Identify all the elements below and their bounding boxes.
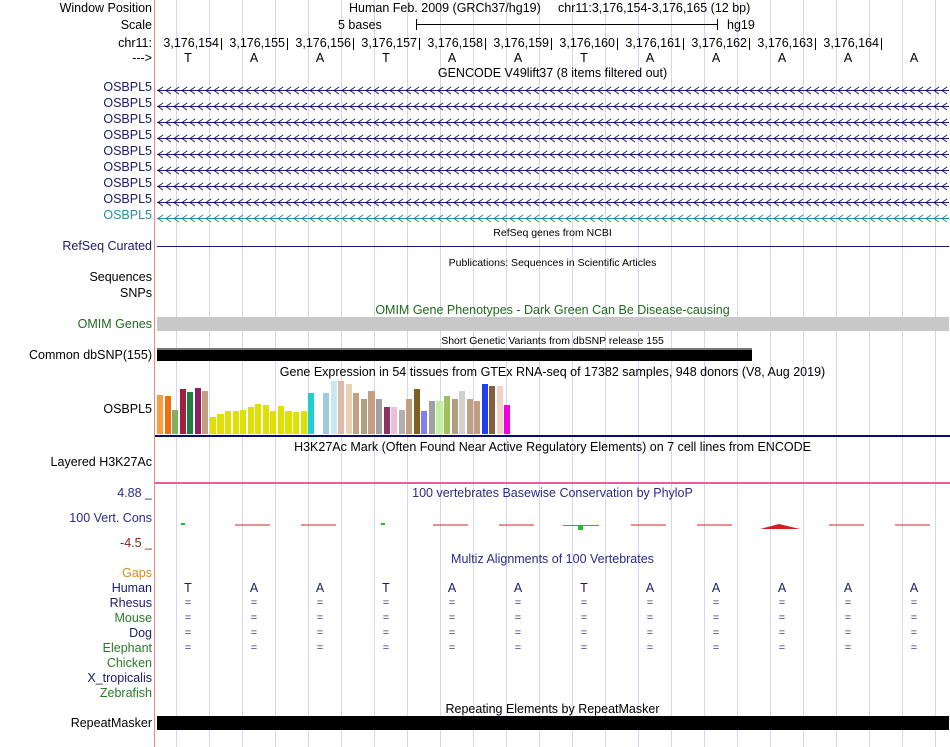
gtex-tissue-bar[interactable] bbox=[482, 384, 488, 434]
multiz-species-label[interactable]: Mouse bbox=[114, 611, 152, 625]
gtex-tissue-bar[interactable] bbox=[346, 384, 352, 434]
ruler-tick-label[interactable]: 3,176,157 bbox=[361, 36, 417, 50]
multiz-match-mark: = bbox=[580, 612, 588, 624]
publications-snps-label[interactable]: SNPs bbox=[120, 286, 152, 300]
gencode-gene-label[interactable]: OSBPL5 bbox=[103, 128, 152, 142]
strand-label: ---> bbox=[132, 51, 152, 65]
dna-base: T bbox=[580, 51, 588, 65]
ruler-tick-label[interactable]: 3,176,162 bbox=[691, 36, 747, 50]
multiz-match-mark: = bbox=[448, 642, 456, 654]
window-position-label: Window Position bbox=[59, 1, 152, 15]
multiz-match-mark: = bbox=[778, 642, 786, 654]
ruler-tick-mark bbox=[485, 38, 486, 50]
gencode-transcript[interactable] bbox=[157, 148, 949, 157]
gencode-transcript[interactable] bbox=[157, 100, 949, 109]
phylop-max-label: 4.88 _ bbox=[117, 486, 152, 500]
multiz-match-mark: = bbox=[448, 612, 456, 624]
multiz-human-base: A bbox=[909, 581, 919, 595]
ruler-tick-label[interactable]: 3,176,158 bbox=[427, 36, 483, 50]
multiz-match-mark: = bbox=[712, 627, 720, 639]
ruler-tick-mark bbox=[551, 38, 552, 50]
ruler-tick-label[interactable]: 3,176,160 bbox=[559, 36, 615, 50]
gencode-gene-label[interactable]: OSBPL5 bbox=[103, 176, 152, 190]
ruler-tick-label[interactable]: 3,176,161 bbox=[625, 36, 681, 50]
dna-base: A bbox=[315, 51, 325, 65]
multiz-human-base: A bbox=[447, 581, 457, 595]
dna-base: T bbox=[382, 51, 390, 65]
multiz-match-mark: = bbox=[250, 642, 258, 654]
gtex-tissue-bar[interactable] bbox=[353, 393, 359, 434]
ruler-tick-mark bbox=[221, 38, 222, 50]
multiz-match-mark: = bbox=[910, 642, 918, 654]
gtex-tissue-bar[interactable] bbox=[421, 411, 427, 434]
ruler-tick-mark bbox=[287, 38, 288, 50]
gtex-tissue-bar[interactable] bbox=[497, 386, 503, 434]
gencode-transcript[interactable] bbox=[157, 196, 949, 205]
multiz-human-base: T bbox=[580, 581, 588, 595]
gtex-tissue-bar[interactable] bbox=[248, 407, 254, 434]
gtex-tissue-bar[interactable] bbox=[240, 410, 246, 434]
scale-bar-right-cap bbox=[717, 19, 718, 30]
multiz-match-mark: = bbox=[250, 597, 258, 609]
gtex-tissue-bar[interactable] bbox=[391, 407, 397, 434]
gtex-tissue-bar[interactable] bbox=[414, 389, 420, 434]
gtex-tissue-bar[interactable] bbox=[225, 411, 231, 434]
multiz-match-mark: = bbox=[844, 612, 852, 624]
assembly-text: Human Feb. 2009 (GRCh37/hg19) bbox=[349, 1, 541, 15]
gtex-expression-chart[interactable] bbox=[157, 381, 537, 434]
phylop-conservation-plot[interactable] bbox=[155, 500, 950, 550]
ruler-tick-mark bbox=[815, 38, 816, 50]
multiz-match-mark: = bbox=[580, 627, 588, 639]
multiz-gaps-label: Gaps bbox=[122, 566, 152, 580]
phylop-label[interactable]: 100 Vert. Cons bbox=[69, 511, 152, 525]
multiz-species-label[interactable]: Elephant bbox=[102, 641, 152, 655]
gtex-tissue-bar[interactable] bbox=[308, 393, 314, 434]
scale-bar bbox=[416, 24, 717, 25]
ruler-tick-mark bbox=[617, 38, 618, 50]
ruler-tick-mark bbox=[683, 38, 684, 50]
gtex-tissue-bar[interactable] bbox=[210, 417, 216, 434]
phylop-min-label: -4.5 _ bbox=[120, 536, 152, 550]
gtex-tissue-bar[interactable] bbox=[444, 396, 450, 434]
multiz-match-mark: = bbox=[514, 627, 522, 639]
gencode-gene-label[interactable]: OSBPL5 bbox=[103, 96, 152, 110]
gtex-tissue-bar[interactable] bbox=[504, 405, 510, 434]
multiz-match-mark: = bbox=[910, 612, 918, 624]
gtex-tissue-bar[interactable] bbox=[180, 389, 186, 434]
gtex-tissue-bar[interactable] bbox=[270, 411, 276, 434]
dna-base: T bbox=[184, 51, 192, 65]
gtex-tissue-bar[interactable] bbox=[338, 381, 344, 434]
multiz-match-mark: = bbox=[448, 597, 456, 609]
dbsnp-variant-bar[interactable] bbox=[157, 348, 752, 361]
multiz-match-mark: = bbox=[778, 597, 786, 609]
multiz-match-mark: = bbox=[910, 597, 918, 609]
dna-base: A bbox=[447, 51, 457, 65]
ruler-tick-mark bbox=[353, 38, 354, 50]
refseq-label[interactable]: RefSeq Curated bbox=[62, 239, 152, 253]
multiz-match-mark: = bbox=[316, 612, 324, 624]
gtex-title: Gene Expression in 54 tissues from GTEx RNA-seq of 17382 samples, 948 donors (V8, Aug 2019) bbox=[279, 365, 826, 379]
chrom-label: chr11: bbox=[118, 36, 152, 50]
gencode-transcript[interactable] bbox=[157, 164, 949, 173]
gtex-tissue-bar[interactable] bbox=[331, 381, 337, 434]
gtex-tissue-bar[interactable] bbox=[452, 399, 458, 434]
multiz-match-mark: = bbox=[250, 627, 258, 639]
multiz-match-mark: = bbox=[646, 597, 654, 609]
multiz-match-mark: = bbox=[316, 627, 324, 639]
multiz-match-mark: = bbox=[646, 642, 654, 654]
gencode-gene-label[interactable]: OSBPL5 bbox=[103, 192, 152, 206]
scale-text: 5 bases bbox=[338, 18, 382, 32]
phylop-title: 100 vertebrates Basewise Conservation by PhyloP bbox=[412, 486, 693, 500]
multiz-human-base: T bbox=[184, 581, 192, 595]
gtex-tissue-bar[interactable] bbox=[323, 393, 329, 434]
multiz-match-mark: = bbox=[514, 612, 522, 624]
ruler-tick-label[interactable]: 3,176,156 bbox=[295, 36, 351, 50]
gtex-tissue-bar[interactable] bbox=[459, 391, 465, 434]
multiz-match-mark: = bbox=[580, 642, 588, 654]
gtex-label[interactable]: OSBPL5 bbox=[103, 402, 152, 416]
multiz-human-base: A bbox=[711, 581, 721, 595]
gencode-gene-label[interactable]: OSBPL5 bbox=[103, 208, 152, 222]
position-text[interactable]: chr11:3,176,154-3,176,165 (12 bp) bbox=[558, 1, 751, 15]
multiz-match-mark: = bbox=[844, 597, 852, 609]
multiz-match-mark: = bbox=[646, 612, 654, 624]
multiz-match-mark: = bbox=[316, 597, 324, 609]
multiz-title: Multiz Alignments of 100 Vertebrates bbox=[451, 552, 654, 566]
multiz-match-mark: = bbox=[712, 612, 720, 624]
dna-base: A bbox=[645, 51, 655, 65]
gencode-gene-label[interactable]: OSBPL5 bbox=[103, 144, 152, 158]
gtex-tissue-bar[interactable] bbox=[361, 399, 367, 434]
multiz-match-mark: = bbox=[712, 642, 720, 654]
multiz-match-mark: = bbox=[184, 597, 192, 609]
multiz-species-label[interactable]: Rhesus bbox=[109, 596, 152, 610]
multiz-human-base: A bbox=[315, 581, 325, 595]
multiz-species-label[interactable]: Chicken bbox=[106, 656, 152, 670]
multiz-human-base: A bbox=[777, 581, 787, 595]
multiz-species-label[interactable]: Human bbox=[111, 581, 152, 595]
multiz-match-mark: = bbox=[778, 627, 786, 639]
gtex-tissue-bar[interactable] bbox=[285, 411, 291, 434]
multiz-match-mark: = bbox=[382, 642, 390, 654]
multiz-match-mark: = bbox=[382, 597, 390, 609]
gencode-transcript[interactable] bbox=[157, 180, 949, 189]
multiz-match-mark: = bbox=[646, 627, 654, 639]
h3k27ac-title: H3K27Ac Mark (Often Found Near Active Regulatory Elements) on 7 cell lines from ENCODE bbox=[294, 440, 811, 454]
multiz-match-mark: = bbox=[184, 627, 192, 639]
dna-base: A bbox=[513, 51, 523, 65]
multiz-human-base: A bbox=[843, 581, 853, 595]
multiz-match-mark: = bbox=[316, 642, 324, 654]
gtex-tissue-bar[interactable] bbox=[384, 407, 390, 434]
ruler-tick-mark bbox=[749, 38, 750, 50]
multiz-match-mark: = bbox=[712, 597, 720, 609]
gencode-gene-label[interactable]: OSBPL5 bbox=[103, 160, 152, 174]
dbsnp-title: Short Genetic Variants from dbSNP release 155 bbox=[441, 335, 664, 347]
h3k27ac-label[interactable]: Layered H3K27Ac bbox=[50, 455, 152, 469]
multiz-match-mark: = bbox=[382, 627, 390, 639]
gtex-tissue-bar[interactable] bbox=[301, 411, 307, 434]
gtex-tissue-bar[interactable] bbox=[202, 391, 208, 434]
gtex-tissue-bar[interactable] bbox=[293, 412, 299, 434]
gtex-tissue-bar[interactable] bbox=[489, 386, 495, 434]
omim-label[interactable]: OMIM Genes bbox=[77, 317, 152, 331]
ruler-tick-label[interactable]: 3,176,163 bbox=[757, 36, 813, 50]
dna-base: A bbox=[711, 51, 721, 65]
gtex-tissue-bar[interactable] bbox=[217, 414, 223, 434]
multiz-human-base: A bbox=[513, 581, 523, 595]
publications-sequences-label[interactable]: Sequences bbox=[89, 270, 152, 284]
gtex-tissue-bar[interactable] bbox=[406, 399, 412, 434]
gtex-tissue-bar[interactable] bbox=[157, 395, 163, 434]
multiz-match-mark: = bbox=[514, 642, 522, 654]
multiz-match-mark: = bbox=[844, 627, 852, 639]
gtex-tissue-bar[interactable] bbox=[278, 406, 284, 434]
gtex-tissue-bar[interactable] bbox=[436, 401, 442, 434]
ruler-tick-label[interactable]: 3,176,159 bbox=[493, 36, 549, 50]
ruler-tick-label[interactable]: 3,176,164 bbox=[823, 36, 879, 50]
gencode-transcript[interactable] bbox=[157, 132, 949, 141]
refseq-title: RefSeq genes from NCBI bbox=[493, 227, 612, 239]
multiz-match-mark: = bbox=[382, 612, 390, 624]
multiz-match-mark: = bbox=[184, 642, 192, 654]
gtex-tissue-bar[interactable] bbox=[255, 404, 261, 434]
multiz-match-mark: = bbox=[250, 612, 258, 624]
ruler-tick-label[interactable]: 3,176,155 bbox=[229, 36, 285, 50]
refseq-gene-line[interactable] bbox=[157, 246, 949, 247]
h3k27ac-signal-line bbox=[155, 482, 950, 484]
multiz-match-mark: = bbox=[448, 627, 456, 639]
multiz-match-mark: = bbox=[910, 627, 918, 639]
gencode-gene-label[interactable]: OSBPL5 bbox=[103, 112, 152, 126]
gtex-tissue-bar[interactable] bbox=[368, 391, 374, 434]
scale-db: hg19 bbox=[727, 18, 755, 32]
multiz-species-label[interactable]: X_tropicalis bbox=[87, 671, 152, 685]
dbsnp-label[interactable]: Common dbSNP(155) bbox=[29, 348, 152, 362]
repeatmasker-element-bar[interactable] bbox=[157, 716, 949, 730]
dna-base: A bbox=[249, 51, 259, 65]
gtex-tissue-bar[interactable] bbox=[172, 410, 178, 434]
multiz-human-base: T bbox=[382, 581, 390, 595]
omim-title: OMIM Gene Phenotypes - Dark Green Can Be Disease-causing bbox=[375, 303, 730, 317]
multiz-species-label[interactable]: Dog bbox=[129, 626, 152, 640]
multiz-human-base: A bbox=[249, 581, 259, 595]
gencode-transcript[interactable] bbox=[157, 212, 949, 221]
ruler-tick-mark bbox=[419, 38, 420, 50]
repeatmasker-title: Repeating Elements by RepeatMasker bbox=[445, 702, 660, 716]
scale-label: Scale bbox=[120, 18, 152, 32]
gtex-tissue-bar[interactable] bbox=[233, 411, 239, 434]
repeatmasker-label[interactable]: RepeatMasker bbox=[70, 716, 152, 730]
gtex-tissue-bar[interactable] bbox=[165, 396, 171, 434]
gtex-tissue-bar[interactable] bbox=[195, 388, 201, 434]
multiz-species-label[interactable]: Zebrafish bbox=[99, 686, 152, 700]
multiz-match-mark: = bbox=[514, 597, 522, 609]
gtex-tissue-bar[interactable] bbox=[399, 410, 405, 434]
ruler-tick-mark bbox=[881, 38, 882, 50]
gtex-tissue-bar[interactable] bbox=[376, 399, 382, 434]
gencode-title: GENCODE V49lift37 (8 items filtered out) bbox=[437, 66, 668, 80]
gencode-gene-label[interactable]: OSBPL5 bbox=[103, 80, 152, 94]
multiz-match-mark: = bbox=[844, 642, 852, 654]
dna-base: A bbox=[777, 51, 787, 65]
gtex-track-divider bbox=[155, 435, 950, 437]
dna-base: A bbox=[843, 51, 853, 65]
gtex-tissue-bar[interactable] bbox=[467, 399, 473, 434]
gtex-tissue-bar[interactable] bbox=[474, 401, 480, 434]
gtex-tissue-bar[interactable] bbox=[263, 405, 269, 434]
omim-gene-bar[interactable] bbox=[157, 317, 949, 331]
multiz-human-base: A bbox=[645, 581, 655, 595]
multiz-match-mark: = bbox=[778, 612, 786, 624]
gtex-tissue-bar[interactable] bbox=[429, 401, 435, 434]
gtex-tissue-bar[interactable] bbox=[187, 392, 193, 434]
multiz-match-mark: = bbox=[184, 612, 192, 624]
scale-bar-left-cap bbox=[416, 19, 417, 30]
publications-title: Publications: Sequences in Scientific Articles bbox=[448, 257, 657, 269]
gencode-transcript[interactable] bbox=[157, 84, 949, 93]
ruler-tick-label[interactable]: 3,176,154 bbox=[163, 36, 219, 50]
gencode-transcript[interactable] bbox=[157, 116, 949, 125]
dna-base: A bbox=[909, 51, 919, 65]
multiz-match-mark: = bbox=[580, 597, 588, 609]
